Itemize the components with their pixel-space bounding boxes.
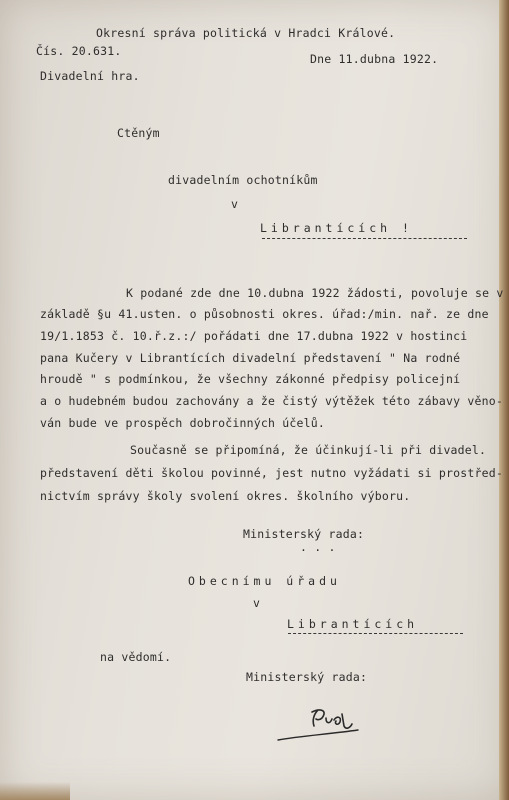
copy-place: Librantících bbox=[287, 617, 419, 631]
signatory-title: Ministerský rada: bbox=[243, 527, 365, 541]
address-place: Librantících ! bbox=[260, 221, 413, 235]
copy-recipient: Obecnímu úřadu bbox=[188, 574, 341, 588]
body-line: základě §u 41.usten. o působnosti okres. úřad:/min. nař. ze dne bbox=[40, 307, 489, 321]
body-line: K podané zde dne 10.dubna 1922 žádosti, povoluje se v bbox=[126, 286, 504, 300]
handwritten-signature bbox=[270, 700, 370, 750]
office-heading: Okresní správa politická v Hradci Králové. bbox=[96, 26, 396, 40]
address-preposition: v bbox=[231, 197, 239, 211]
desk-corner bbox=[0, 782, 70, 800]
copy-note: na vědomí. bbox=[100, 650, 172, 664]
body-line: hroudě " s podmínkou, že všechny zákonné předpisy policejní bbox=[40, 372, 461, 386]
body-line: a o hudebném budou zachovány a že čistý výtěžek této zábavy věno- bbox=[40, 394, 504, 408]
body-line: nictvím správy školy svolení okres. školního výboru. bbox=[40, 489, 411, 503]
copy-preposition: v bbox=[253, 596, 261, 610]
reference-number: Čís. 20.631. bbox=[36, 44, 122, 58]
body-line: Současně se připomíná, že účinkují-li při divadel. bbox=[130, 443, 487, 457]
body-line: 19/1.1853 č. 10.ř.z.:/ pořádati dne 17.dubna 1922 v hostinci bbox=[40, 329, 468, 343]
document-subject: Divadelní hra. bbox=[40, 69, 140, 83]
body-line: představení děti školou povinné, jest nutno vyžádati si prostřed- bbox=[40, 466, 504, 480]
recipients: divadelním ochotníkům bbox=[168, 173, 318, 187]
body-line: pana Kučery v Librantících divadelní představení " Na rodné bbox=[40, 351, 461, 365]
copy-place-underline bbox=[288, 633, 463, 634]
body-line: ván bude ve prospěch dobročinných účelů. bbox=[40, 416, 325, 430]
address-underline bbox=[262, 238, 467, 239]
signatory-dots: . . . bbox=[300, 540, 336, 554]
signatory-title-2: Ministerský rada: bbox=[246, 670, 368, 684]
document-date: Dne 11.dubna 1922. bbox=[310, 52, 439, 66]
salutation: Ctěným bbox=[117, 126, 160, 140]
